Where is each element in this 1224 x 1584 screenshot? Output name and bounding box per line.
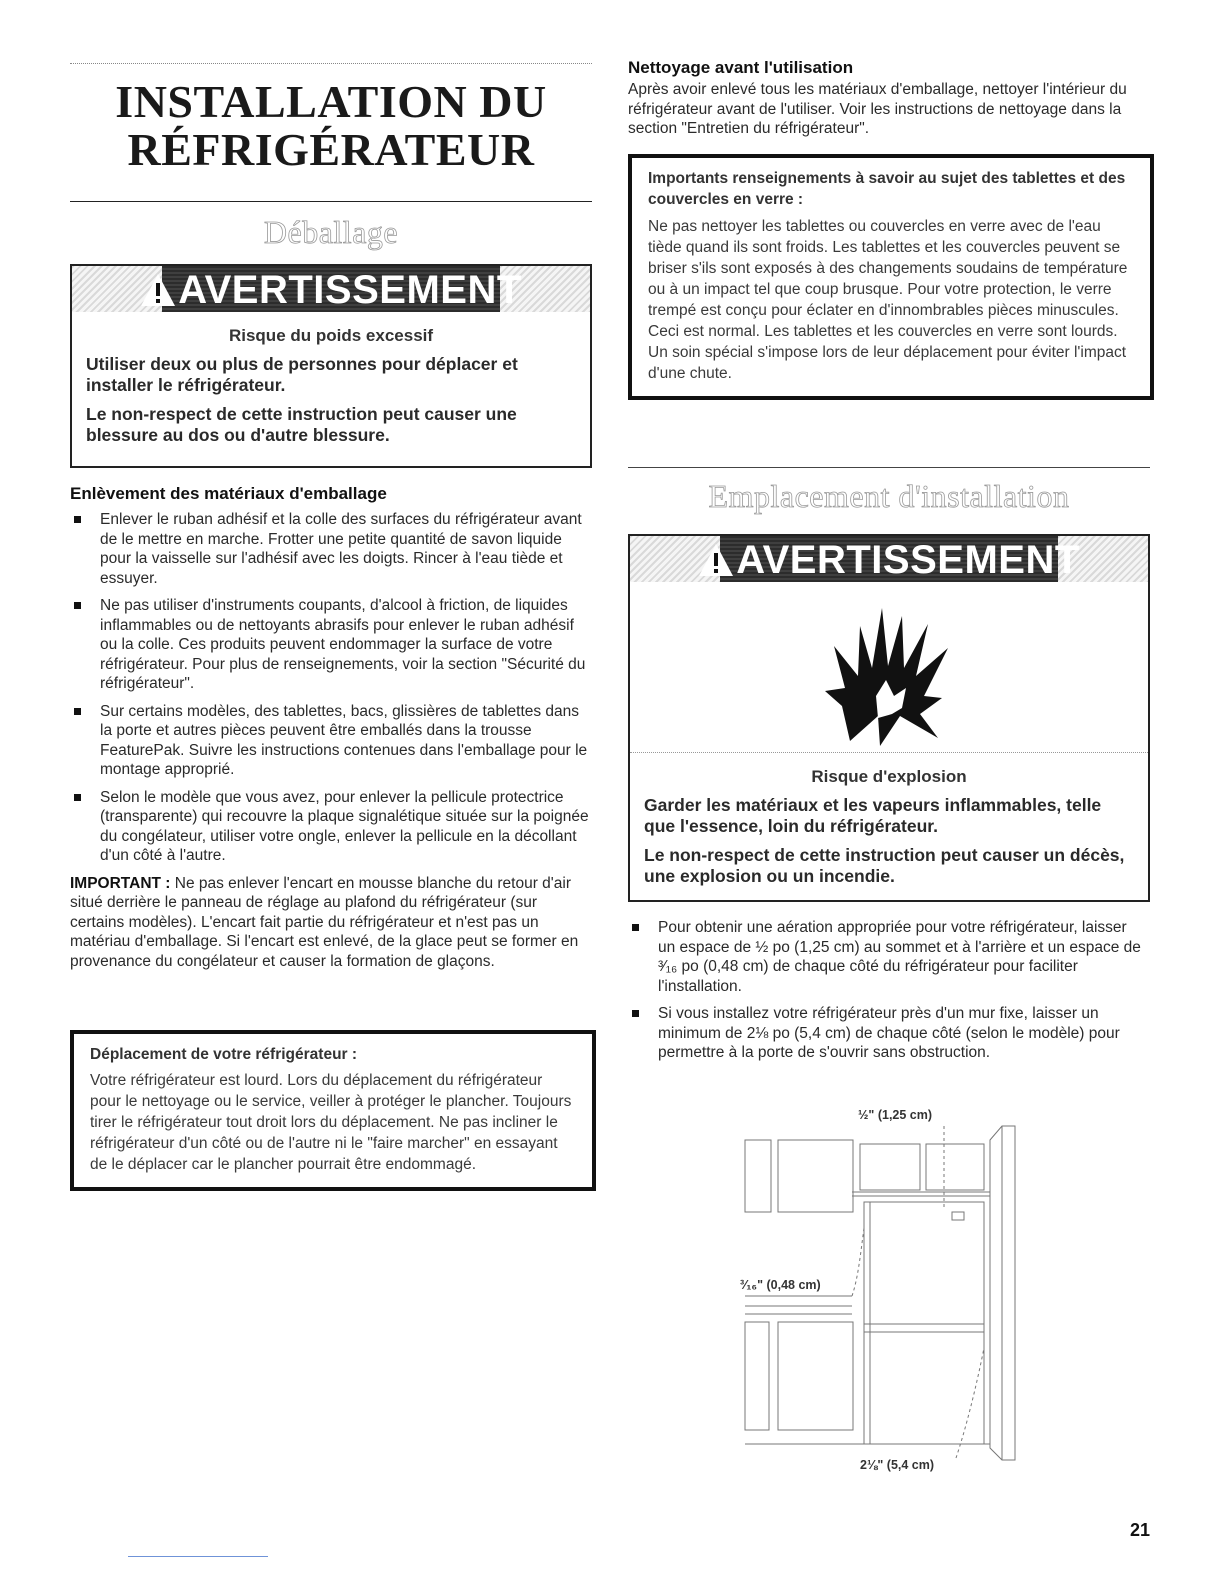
warning-instruction: Utiliser deux ou plus de personnes pour déplacer et installer le réfrigérateur. bbox=[86, 354, 518, 395]
clearance-figure bbox=[740, 1108, 1040, 1488]
warning-box-weight bbox=[70, 264, 592, 468]
warning-hazard: Risque du poids excessif bbox=[228, 326, 434, 345]
list-item: Sur certains modèles, des tablettes, bacs, glissières de tablettes dans la porte et autres pièces peuvent être emballés dans la trousse FeaturePak. Suivre les instructions contenues dans l'emballage pour le montage approprié. bbox=[70, 702, 590, 780]
page-number: 21 bbox=[1129, 1520, 1150, 1540]
location-list bbox=[628, 918, 1148, 1063]
explosion-pictogram-area bbox=[630, 582, 1148, 753]
page-title-line1: INSTALLATION DU bbox=[115, 76, 547, 127]
removal-heading: Enlèvement des matériaux d'emballage bbox=[70, 484, 387, 503]
page-title bbox=[70, 78, 592, 174]
explosion-icon bbox=[820, 596, 960, 746]
moving-notice-title: Déplacement de votre réfrigérateur : bbox=[90, 1046, 358, 1063]
warning-hazard: Risque d'explosion bbox=[811, 767, 967, 786]
glass-notice-text: Ne pas nettoyer les tablettes ou couvercles en verre avec de l'eau tiède quand ils sont froids. Les tablettes et les couvercles peuvent se briser s'ils sont exposés à des changements soudains de température ou à un impact tel que coup brusque. Pour votre protection, le verre trempé est conçu pour éclater en d'innombrables pièces minuscules. Ceci est normal. Les tablettes et les couvercles en verre sont lourds. Un soin spécial s'impose lors de leur déplacement pour éviter l'impact d'une chute. bbox=[648, 218, 1128, 382]
page-title-line2: RÉFRIGÉRATEUR bbox=[127, 124, 535, 175]
warning-header bbox=[72, 266, 590, 312]
cleaning-section bbox=[628, 58, 1150, 139]
warning-consequence: Le non-respect de cette instruction peut causer une blessure au dos ou d'autre blessure. bbox=[86, 404, 517, 445]
clearance-side-label: ³⁄₁₆" (0,48 cm) bbox=[740, 1278, 821, 1292]
location-rule bbox=[628, 467, 1150, 468]
section-title-emplacement: Emplacement d'installation bbox=[708, 478, 1070, 514]
removal-list bbox=[70, 510, 590, 866]
list-item: Pour obtenir une aération appropriée pour votre réfrigérateur, laisser un espace de ½ po (1,25 cm) au sommet et à l'arrière et un espace de ³⁄₁₆ po (0,48 cm) de chaque côté du réfrigérateur pour faciliter l'installation. bbox=[628, 918, 1148, 996]
list-item: Selon le modèle que vous avez, pour enlever la pellicule protectrice (transparente) qui recouvre la plaque signalétique située sur la poignée du congélateur, utiliser votre ongle, enlever la pellicule en la décollant d'un côté à l'autre. bbox=[70, 788, 590, 866]
warning-triangle-icon bbox=[140, 272, 176, 312]
title-rule bbox=[70, 201, 592, 202]
top-dotted-rule bbox=[70, 63, 592, 64]
footer-line bbox=[128, 1556, 268, 1557]
important-label: IMPORTANT : bbox=[70, 874, 171, 892]
warning-consequence: Le non-respect de cette instruction peut causer un décès, une explosion ou un incendie. bbox=[644, 845, 1125, 886]
location-section bbox=[628, 918, 1148, 1071]
important-note bbox=[70, 874, 590, 972]
warning-signal-word: AVERTISSEMENT bbox=[736, 538, 1080, 582]
list-item: Enlever le ruban adhésif et la colle des surfaces du réfrigérateur avant de le mettre en marche. Frotter une petite quantité de savon liquide pour la vaisselle sur l'adhésif avec les doigts. Rincer à l'eau tiède et essuyer. bbox=[70, 510, 590, 588]
warning-signal-word: AVERTISSEMENT bbox=[178, 268, 522, 312]
important-text: Ne pas enlever l'encart en mousse blanche du retour d'air situé derrière le panneau de réglage au plafond du réfrigérateur (sur certains modèles). L'encart fait partie du réfrigérateur et n'est pas un matériau d'emballage. Si l'encart est enlevé, de la glace peut se former en provenance du congélateur et causer la formation de glaçons. bbox=[70, 874, 579, 970]
moving-notice-text: Votre réfrigérateur est lourd. Lors du déplacement du réfrigérateur pour le nettoyage ou le service, veiller à protéger le plancher. Toujours tirer le réfrigérateur tout droit lors du déplacement. Ne pas incliner le réfrigérateur d'un côté ou de l'autre ni le "faire marcher" en essayant de le déplacer car le plancher pourrait être endommagé. bbox=[90, 1072, 572, 1173]
clearance-diagram bbox=[740, 1108, 1040, 1488]
list-item: Si vous installez votre réfrigérateur près d'un mur fixe, laisser un minimum de 2⅛ po (5,4 cm) de chaque côté (selon le modèle) pour permettre à la porte de s'ouvrir sans obstruction. bbox=[628, 1004, 1148, 1063]
cleaning-heading: Nettoyage avant l'utilisation bbox=[628, 58, 854, 77]
removal-section bbox=[70, 484, 590, 971]
glass-notice-box bbox=[628, 154, 1154, 400]
warning-header bbox=[630, 536, 1148, 582]
warning-box-explosion bbox=[628, 534, 1150, 902]
warning-instruction: Garder les matériaux et les vapeurs inflammables, telle que l'essence, loin du réfrigérateur. bbox=[644, 795, 1102, 836]
glass-notice-title: Importants renseignements à savoir au sujet des tablettes et des couvercles en verre : bbox=[648, 170, 1126, 208]
cleaning-text: Après avoir enlevé tous les matériaux d'emballage, nettoyer l'intérieur du réfrigérateur avant de l'utiliser. Voir les instructions de nettoyage dans la section "Entretien du réfrigérateur". bbox=[628, 81, 1127, 137]
clearance-bottom-label: 2⅛" (5,4 cm) bbox=[860, 1458, 935, 1472]
section-title-deballage: Déballage bbox=[263, 214, 399, 250]
clearance-top-label: ½" (1,25 cm) bbox=[858, 1108, 933, 1122]
moving-notice-box bbox=[70, 1030, 596, 1191]
warning-triangle-icon bbox=[698, 542, 734, 582]
list-item: Ne pas utiliser d'instruments coupants, d'alcool à friction, de liquides inflammables ou de nettoyants abrasifs pour enlever le ruban adhésif ou la colle. Ces produits peuvent endommager la surface de votre réfrigérateur. Pour plus de renseignements, voir la section "Sécurité du réfrigérateur". bbox=[70, 596, 590, 694]
